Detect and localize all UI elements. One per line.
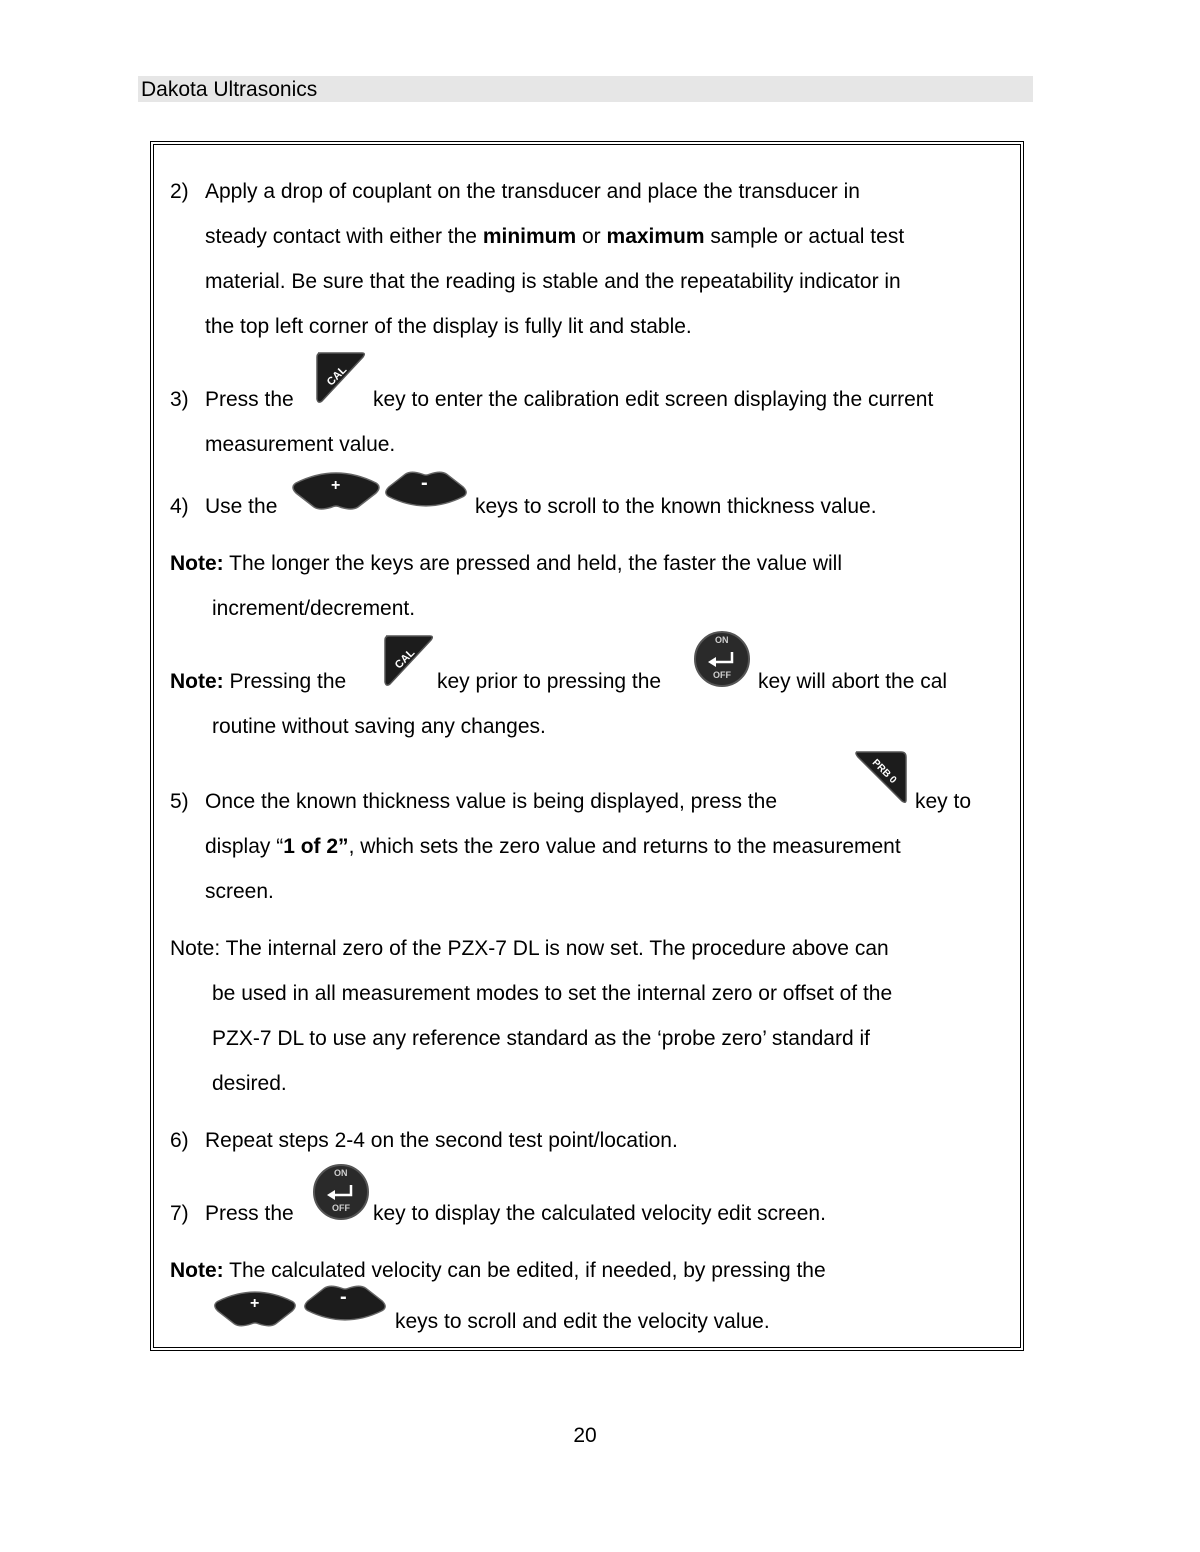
note-4-line-1 <box>170 1259 826 1283</box>
step-4-number: 4) <box>170 495 189 518</box>
note-2-line-1 <box>170 670 346 694</box>
step-3-line-2: measurement value. <box>205 433 396 456</box>
step-5-text-1a: Once the known thickness value is being displayed, press the <box>205 790 777 813</box>
step-7-number: 7) <box>170 1202 189 1225</box>
note-1-label: Note: <box>170 552 224 575</box>
step-5-line-1 <box>170 790 777 814</box>
on-key-label: ON <box>715 635 729 645</box>
step-3-text-1b: key to enter the calibration edit screen displaying the current <box>373 388 934 411</box>
note-2-text-1c: key will abort the cal <box>758 670 948 693</box>
plus-key-label: + <box>331 477 341 494</box>
prb-zero-key-icon <box>851 748 909 806</box>
note-3-line-1: Note: The internal zero of the PZX-7 DL is now set. The procedure above can <box>170 937 889 960</box>
step-2-line-3: material. Be sure that the reading is stable and the repeatability indicator in <box>205 270 901 293</box>
minus-key-label: - <box>421 472 428 494</box>
plus-key-label: + <box>250 1295 260 1312</box>
instruction-box <box>150 141 1024 1351</box>
step-2-text-2e: sample or actual test <box>704 225 905 248</box>
on-key-label: ON <box>334 1168 348 1178</box>
step-4-text-1a: Use the <box>205 495 278 518</box>
step-2-number: 2) <box>170 180 189 203</box>
step-5-text-2c: , which sets the zero value and returns to the measurement <box>348 835 901 858</box>
step-2-text-1: Apply a drop of couplant on the transducer and place the transducer in <box>205 180 860 203</box>
step-2-line-1 <box>170 180 860 204</box>
note-2-line-2: routine without saving any changes. <box>212 715 546 738</box>
cal-key-label: CAL <box>392 646 418 672</box>
note-1-line-1 <box>170 552 842 576</box>
plus-key-icon <box>290 467 382 513</box>
step-7-line-1 <box>170 1202 294 1226</box>
plus-key-icon <box>212 1285 298 1331</box>
step-5-line-3: screen. <box>205 880 274 903</box>
step-7-text-1b: key to display the calculated velocity edit screen. <box>373 1202 826 1225</box>
note-3-line-2: be used in all measurement modes to set the internal zero or offset of the <box>212 982 893 1005</box>
step-4-line-1 <box>170 495 277 519</box>
step-6-number: 6) <box>170 1129 189 1152</box>
minus-key-label: - <box>340 1286 347 1308</box>
prb-zero-key-label: PRB 0 <box>869 757 899 786</box>
note-3-line-4: desired. <box>212 1072 287 1095</box>
note-1-text-1: The longer the keys are pressed and held, the faster the value will <box>223 552 842 575</box>
header-bar <box>138 76 1033 102</box>
step-3-text-1a: Press the <box>205 388 294 411</box>
step-5-text-1b: key to <box>915 790 972 813</box>
minus-key-icon <box>302 1279 388 1329</box>
note-1-line-2: increment/decrement. <box>212 597 416 620</box>
note-2-label: Note: <box>170 670 224 693</box>
step-5-text-2a: display “ <box>205 835 284 858</box>
step-2-text-2a: steady contact with either the <box>205 225 483 248</box>
cal-key-label: CAL <box>324 363 350 389</box>
note-2-text-1a: Pressing the <box>223 670 347 693</box>
on-off-key-icon <box>311 1162 371 1222</box>
step-3-line-1 <box>170 388 294 412</box>
one-of-two-emphasis: 1 of 2” <box>283 835 349 858</box>
maximum-emphasis: maximum <box>606 225 705 248</box>
page-number: 20 <box>573 1424 597 1447</box>
off-key-label: OFF <box>713 670 731 680</box>
cal-key-icon <box>312 349 368 405</box>
note-4-text-1: The calculated velocity can be edited, if needed, by pressing the <box>223 1259 826 1282</box>
step-2-line-4: the top left corner of the display is fully lit and stable. <box>205 315 692 338</box>
note-4-label: Note: <box>170 1259 224 1282</box>
note-4-line-2: keys to scroll and edit the velocity value. <box>395 1310 770 1333</box>
on-off-key-icon <box>692 629 752 689</box>
step-4-text-1b: keys to scroll to the known thickness value. <box>475 495 877 518</box>
minimum-emphasis: minimum <box>482 225 577 248</box>
step-2-line-2 <box>205 225 904 249</box>
step-3-number: 3) <box>170 388 189 411</box>
minus-key-icon <box>383 467 469 513</box>
step-6-line-1 <box>170 1129 678 1153</box>
step-5-number: 5) <box>170 790 189 813</box>
header-title: Dakota Ultrasonics <box>141 78 318 101</box>
step-2-text-2c: or <box>576 225 607 248</box>
off-key-label: OFF <box>332 1203 350 1213</box>
step-6-text-1: Repeat steps 2-4 on the second test point/location. <box>205 1129 678 1152</box>
step-7-text-1a: Press the <box>205 1202 294 1225</box>
note-2-text-1b: key prior to pressing the <box>437 670 662 693</box>
note-3-line-3: PZX-7 DL to use any reference standard as the ‘probe zero’ standard if <box>212 1027 870 1050</box>
step-5-line-2 <box>205 835 901 859</box>
cal-key-icon <box>380 632 436 688</box>
